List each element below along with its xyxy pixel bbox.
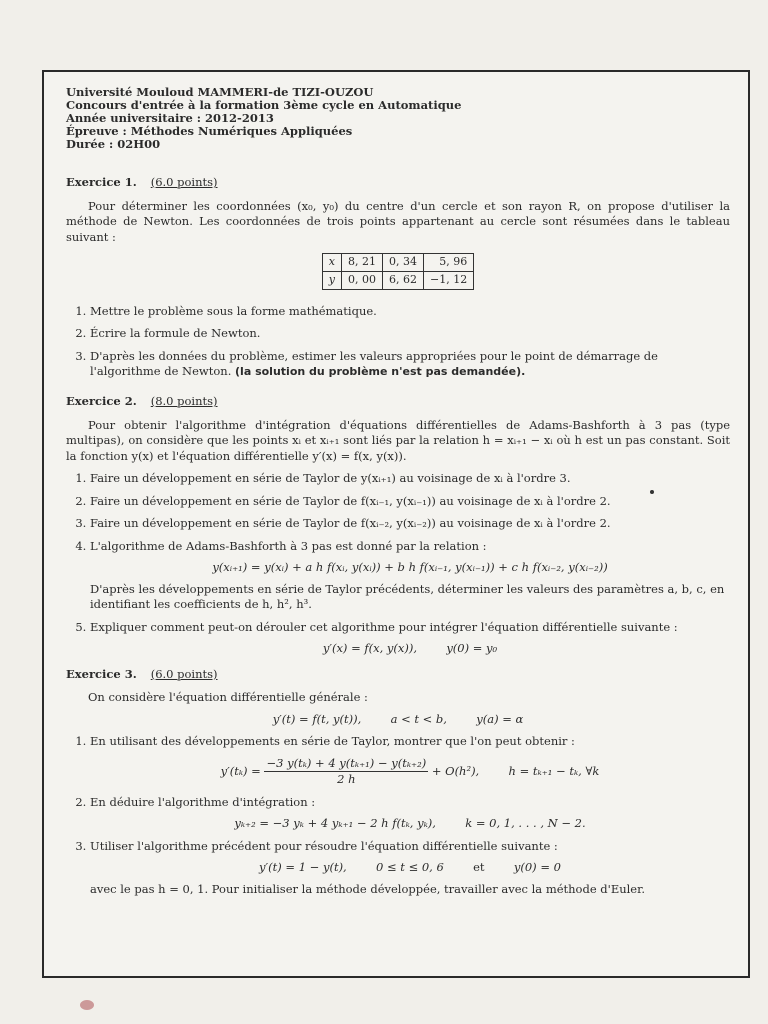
ex3-equation-ode (90, 860, 730, 876)
ex3-eq3-a: y′(t) = 1 − y(t), (259, 860, 347, 875)
table-cell: 0, 00 (342, 271, 383, 289)
ex2-eq5-b: y(0) = y₀ (446, 641, 498, 656)
ex3-eq3-c: et (473, 860, 485, 875)
ex2-list (66, 471, 730, 657)
ex2-title (66, 394, 730, 410)
ex2-item-5-text: Expliquer comment peut-on dérouler cet algorithme pour intégrer l'équation différentielle suivante : (90, 619, 678, 634)
ex1-item-1: 1. Mettre le problème sous la forme mathématique. (90, 304, 730, 320)
ex1-item-3 (90, 349, 730, 380)
table-row-y (322, 271, 473, 289)
ex2-item-3: 3. Faire un développement en série de Taylor de f(xᵢ₋₂, y(xᵢ₋₂)) au voisinage de xᵢ à l'ordre 2. (90, 516, 730, 532)
ex2-points: (8.0 points) (150, 394, 218, 409)
ex1-title (66, 175, 730, 191)
ex3-title-text: Exercice 3. (66, 666, 137, 681)
exam-frame (42, 70, 750, 978)
ex2-title-text: Exercice 2. (66, 394, 137, 409)
ex2-intro: Pour obtenir l'algorithme d'intégration d'équations différentielles de Adams-Bashforth à 3 pas (type multipas), on considère que les points xᵢ et xᵢ₊₁ sont liés par la relation h = xᵢ₊₁ − xᵢ où h est un pas constant. Soit la fonction y(x) et l'équation différentielle y′(x) = f(x, y(x)). (66, 417, 730, 463)
ex3-eq1-denominator: 2 h (337, 772, 356, 787)
concours-line: Concours d'entrée à la formation 3ème cycle en Automatique (66, 98, 462, 112)
ex3-eq1-cond: h = tₖ₊₁ − tₖ, ∀k (508, 763, 600, 778)
ex3-final-note: avec le pas h = 0, 1. Pour initialiser la méthode développée, travailler avec la méthode d'Euler. (90, 882, 646, 896)
table-cell: 8, 21 (342, 254, 383, 272)
ex2-item-4 (90, 539, 730, 613)
ex3-eq1-rhs: + O(h²), (431, 763, 480, 778)
exam-header (66, 86, 730, 151)
ex3-equation-algorithm (90, 816, 730, 832)
ex2-item-4-after: D'après les développements en série de Taylor précédents, déterminer les valeurs des paramètres a, b, c, en identifiant les coefficients de h, h², h³. (90, 581, 725, 612)
ex3-eq-general-b: a < t < b, (390, 711, 447, 726)
university-line: Université Mouloud MAMMERI-de TIZI-OUZOU (66, 85, 374, 99)
exam-content (66, 86, 730, 905)
paper-speck (650, 490, 654, 494)
ex3-title (66, 667, 730, 683)
ex2-equation-adams: y(xᵢ₊₁) = y(xᵢ) + a h f(xᵢ, y(xᵢ)) + b h f(xᵢ₋₁, y(xᵢ₋₁)) + c h f(xᵢ₋₂, y(xᵢ₋₂)) (212, 560, 608, 575)
duree-line: Durée : 02H00 (66, 137, 161, 151)
ex3-eq-general-c: y(a) = α (476, 711, 524, 726)
ex3-item-1 (90, 734, 730, 788)
ex3-eq3-b: 0 ≤ t ≤ 0, 6 (376, 860, 444, 875)
table-cell: 5, 96 (424, 254, 474, 272)
ex3-item-1-text: En utilisant des développements en série de Taylor, montrer que l'on peut obtenir : (90, 734, 575, 749)
ex3-eq1-numerator: −3 y(tₖ) + 4 y(tₖ₊₁) − y(tₖ₊₂) (264, 756, 428, 773)
table-cell: x (322, 254, 341, 272)
table-row-x (322, 254, 473, 272)
ex1-item-3-text: D'après les données du problème, estimer les valeurs appropriées pour le point de démarrage de l'algorithme de Newton. (90, 348, 658, 379)
ex3-item-2 (90, 795, 730, 832)
ex3-intro: On considère l'équation différentielle générale : (88, 690, 368, 705)
ex3-points: (6.0 points) (150, 666, 218, 681)
ex1-table (322, 253, 474, 290)
table-cell: −1, 12 (424, 271, 474, 289)
ex3-equation-general (66, 712, 730, 728)
ex3-eq2: yₖ₊₂ = −3 yₖ + 4 yₖ₊₁ − 2 h f(tₖ, yₖ), (234, 816, 436, 831)
ex2-item-1: 1. Faire un développement en série de Taylor de y(xᵢ₊₁) au voisinage de xᵢ à l'ordre 3. (90, 471, 730, 487)
ex1-points: (6.0 points) (150, 175, 218, 189)
ex3-eq3-d: y(0) = 0 (513, 860, 561, 875)
ex3-eq2-cond: k = 0, 1, . . . , N − 2. (465, 816, 586, 831)
ex3-equation-derivative (90, 756, 730, 788)
ex1-item-2: 2. Écrire la formule de Newton. (90, 326, 730, 342)
ex3-eq1-lhs: y′(tₖ) = (220, 763, 261, 778)
ex1-intro: Pour déterminer les coordonnées (x₀, y₀) du centre d'un cercle et son rayon R, on propose d'utiliser la méthode de Newton. Les coordonnées de trois points appartenant au cercle sont résumées dans le tableau suivant : (66, 198, 730, 244)
epreuve-line: Épreuve : Méthodes Numériques Appliquées (66, 124, 353, 138)
ex1-list (66, 304, 730, 380)
ex3-eq1-fraction (264, 756, 428, 788)
paper-smudge (80, 1000, 94, 1010)
ex2-item-5 (90, 620, 730, 657)
annee-line: Année universitaire : 2012-2013 (66, 111, 274, 125)
ex1-title-text: Exercice 1. (66, 175, 137, 189)
ex3-item-2-text: En déduire l'algorithme d'intégration : (90, 794, 316, 809)
ex2-item-2: 2. Faire un développement en série de Taylor de f(xᵢ₋₁, y(xᵢ₋₁)) au voisinage de xᵢ à l'ordre 2. (90, 494, 730, 510)
table-cell: y (322, 271, 341, 289)
ex3-item-3-text: Utiliser l'algorithme précédent pour résoudre l'équation différentielle suivante : (90, 838, 558, 853)
ex3-item-3 (90, 839, 730, 898)
ex3-list (66, 734, 730, 897)
ex1-item-3-note: (la solution du problème n'est pas demandée). (235, 365, 526, 379)
table-cell: 0, 34 (383, 254, 424, 272)
ex3-eq-general-a: y′(t) = f(t, y(t)), (272, 711, 362, 726)
ex2-item-4-text: L'algorithme de Adams-Bashforth à 3 pas est donné par la relation : (90, 538, 487, 553)
table-cell: 6, 62 (383, 271, 424, 289)
ex2-equation-ode (90, 641, 730, 657)
ex2-eq5-a: y′(x) = f(x, y(x)), (322, 641, 417, 656)
